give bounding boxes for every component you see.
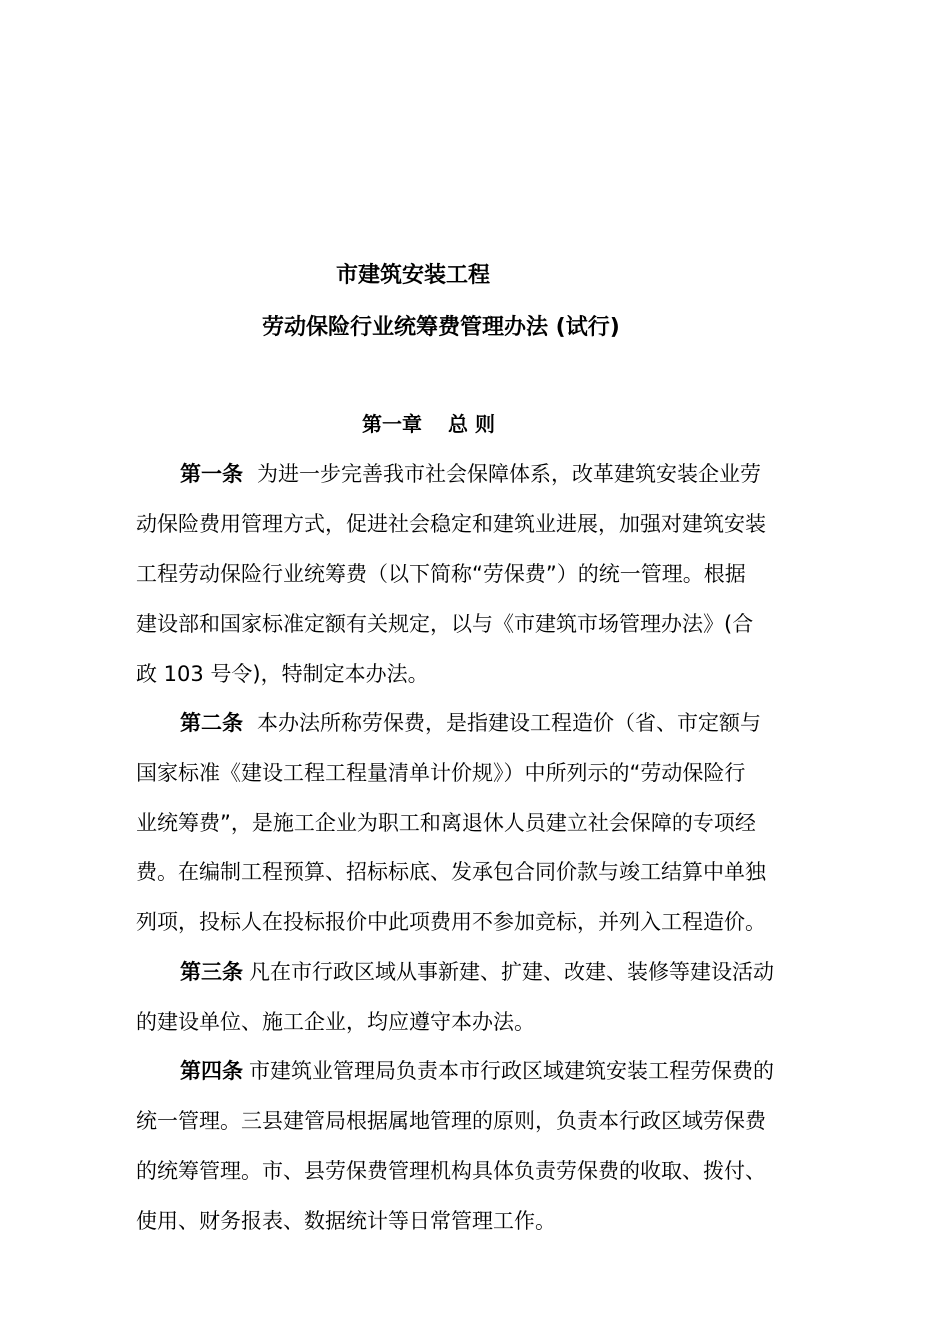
document-title-line-2: 劳动保险行业统筹费管理办法 (试行) — [262, 315, 620, 340]
article-4-line-4: 使用、财务报表、数据统计等日常管理工作。 — [136, 1209, 556, 1233]
article-3-line-1 — [180, 958, 774, 986]
article-4-line-1 — [180, 1057, 774, 1085]
article-2-label: 第二条 — [180, 711, 243, 735]
article-2-line-2: 国家标准《建设工程工程量清单计价规》）中所列示的“劳动保险行 — [136, 761, 746, 785]
article-4-label: 第四条 — [180, 1059, 243, 1083]
article-1-line-2: 动保险费用管理方式，促进社会稳定和建筑业进展，加强对建筑安装 — [136, 512, 766, 536]
article-2-line-4: 费。在编制工程预算、招标标底、发承包合同价款与竣工结算中单独 — [136, 860, 766, 884]
chapter-number: 第一章 — [362, 412, 422, 436]
article-3-label: 第三条 — [180, 960, 243, 984]
chapter-name: 总 则 — [448, 412, 495, 436]
article-1-line-1 — [180, 460, 761, 488]
article-2-line-1 — [180, 709, 761, 737]
article-3-line-2: 的建设单位、施工企业，均应遵守本办法。 — [136, 1010, 535, 1034]
article-2-line-5: 列项，投标人在投标报价中此项费用不参加竞标，并列入工程造价。 — [136, 910, 766, 934]
article-text: 凡在市行政区域从事新建、扩建、改建、装修等建设活动 — [249, 960, 774, 984]
document-title-line-1: 市建筑安装工程 — [336, 263, 491, 288]
article-text: 市建筑业管理局负责本市行政区域建筑安装工程劳保费的 — [249, 1059, 774, 1083]
article-2-line-3: 业统筹费”，是施工企业为职工和离退休人员建立社会保障的专项经 — [136, 811, 756, 835]
article-1-line-5: 政 103 号令)，特制定本办法。 — [136, 662, 429, 686]
article-1-label: 第一条 — [180, 462, 243, 486]
article-1-line-3: 工程劳动保险行业统筹费（以下简称“劳保费”）的统一管理。根据 — [136, 562, 746, 586]
article-1-line-4: 建设部和国家标准定额有关规定，以与《市建筑市场管理办法》(合 — [136, 612, 754, 636]
article-4-line-2: 统一管理。三县建管局根据属地管理的原则，负责本行政区域劳保费 — [136, 1109, 766, 1133]
article-text: 本办法所称劳保费，是指建设工程造价（省、市定额与 — [257, 711, 761, 735]
article-4-line-3: 的统筹管理。市、县劳保费管理机构具体负责劳保费的收取、拨付、 — [136, 1159, 766, 1183]
chapter-heading — [362, 408, 495, 437]
article-text: 为进一步完善我市社会保障体系，改革建筑安装企业劳 — [257, 462, 761, 486]
